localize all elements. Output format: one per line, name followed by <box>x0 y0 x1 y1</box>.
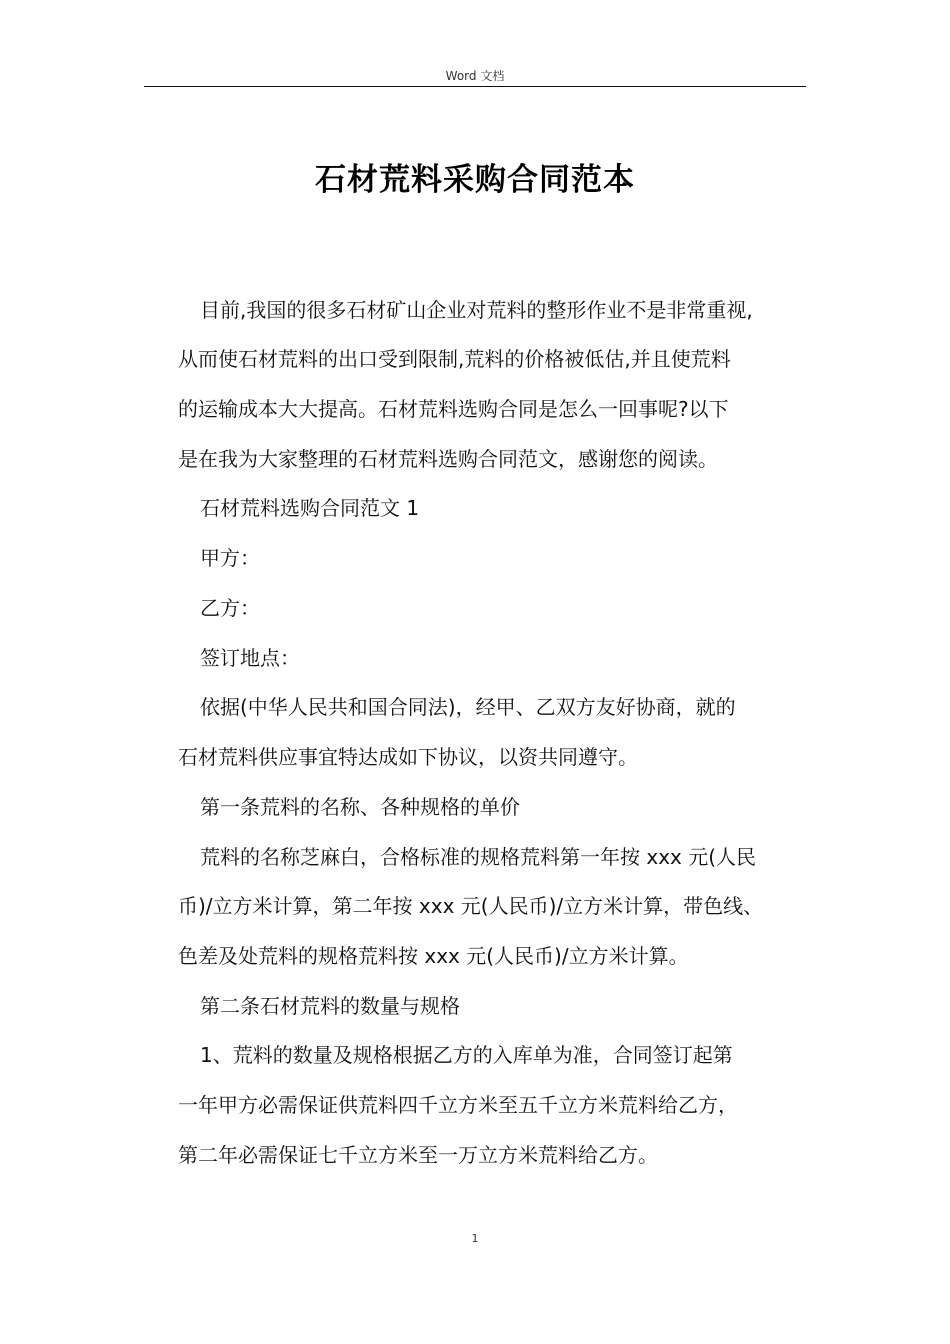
paragraph-line: 从而使石材荒料的出口受到限制,荒料的价格被低估,并且使荒料 <box>178 347 731 371</box>
section-heading: 石材荒料选购合同范文 1 <box>200 496 420 520</box>
paragraph-line: 币)/立方米计算，第二年按 xxx 元(人民币)/立方米计算，带色线、 <box>178 894 764 918</box>
paragraph-line: 荒料的名称芝麻白，合格标准的规格荒料第一年按 xxx 元(人民 <box>200 845 757 869</box>
paragraph-line: 依据(中华人民共和国合同法)，经甲、乙双方友好协商，就的 <box>200 695 736 719</box>
article-heading: 第一条荒料的名称、各种规格的单价 <box>200 795 520 819</box>
page-number: 1 <box>471 1232 479 1245</box>
paragraph-line: 的运输成本大大提高。石材荒料选购合同是怎么一回事呢?以下 <box>178 397 729 421</box>
paragraph-line: 石材荒料供应事宜特达成如下协议，以资共同遵守。 <box>178 745 638 769</box>
party-a-line: 甲方： <box>200 546 260 570</box>
party-b-line: 乙方： <box>200 596 260 620</box>
paragraph-line: 1、荒料的数量及规格根据乙方的入库单为准，合同签订起第 <box>200 1043 733 1067</box>
header-divider <box>144 86 806 87</box>
page-header-label: Word 文档 <box>445 69 505 83</box>
document-title: 石材荒料采购合同范本 <box>315 162 635 198</box>
article-heading: 第二条石材荒料的数量与规格 <box>200 994 460 1018</box>
paragraph-line: 一年甲方必需保证供荒料四千立方米至五千立方米荒料给乙方， <box>178 1093 738 1117</box>
paragraph-line: 第二年必需保证七千立方米至一万立方米荒料给乙方。 <box>178 1143 658 1167</box>
signing-place-line: 签订地点： <box>200 646 300 670</box>
paragraph-line: 是在我为大家整理的石材荒料选购合同范文，感谢您的阅读。 <box>178 447 718 471</box>
paragraph-line: 目前,我国的很多石材矿山企业对荒料的整形作业不是非常重视, <box>200 298 753 322</box>
paragraph-line: 色差及处荒料的规格荒料按 xxx 元(人民币)/立方米计算。 <box>178 944 689 968</box>
